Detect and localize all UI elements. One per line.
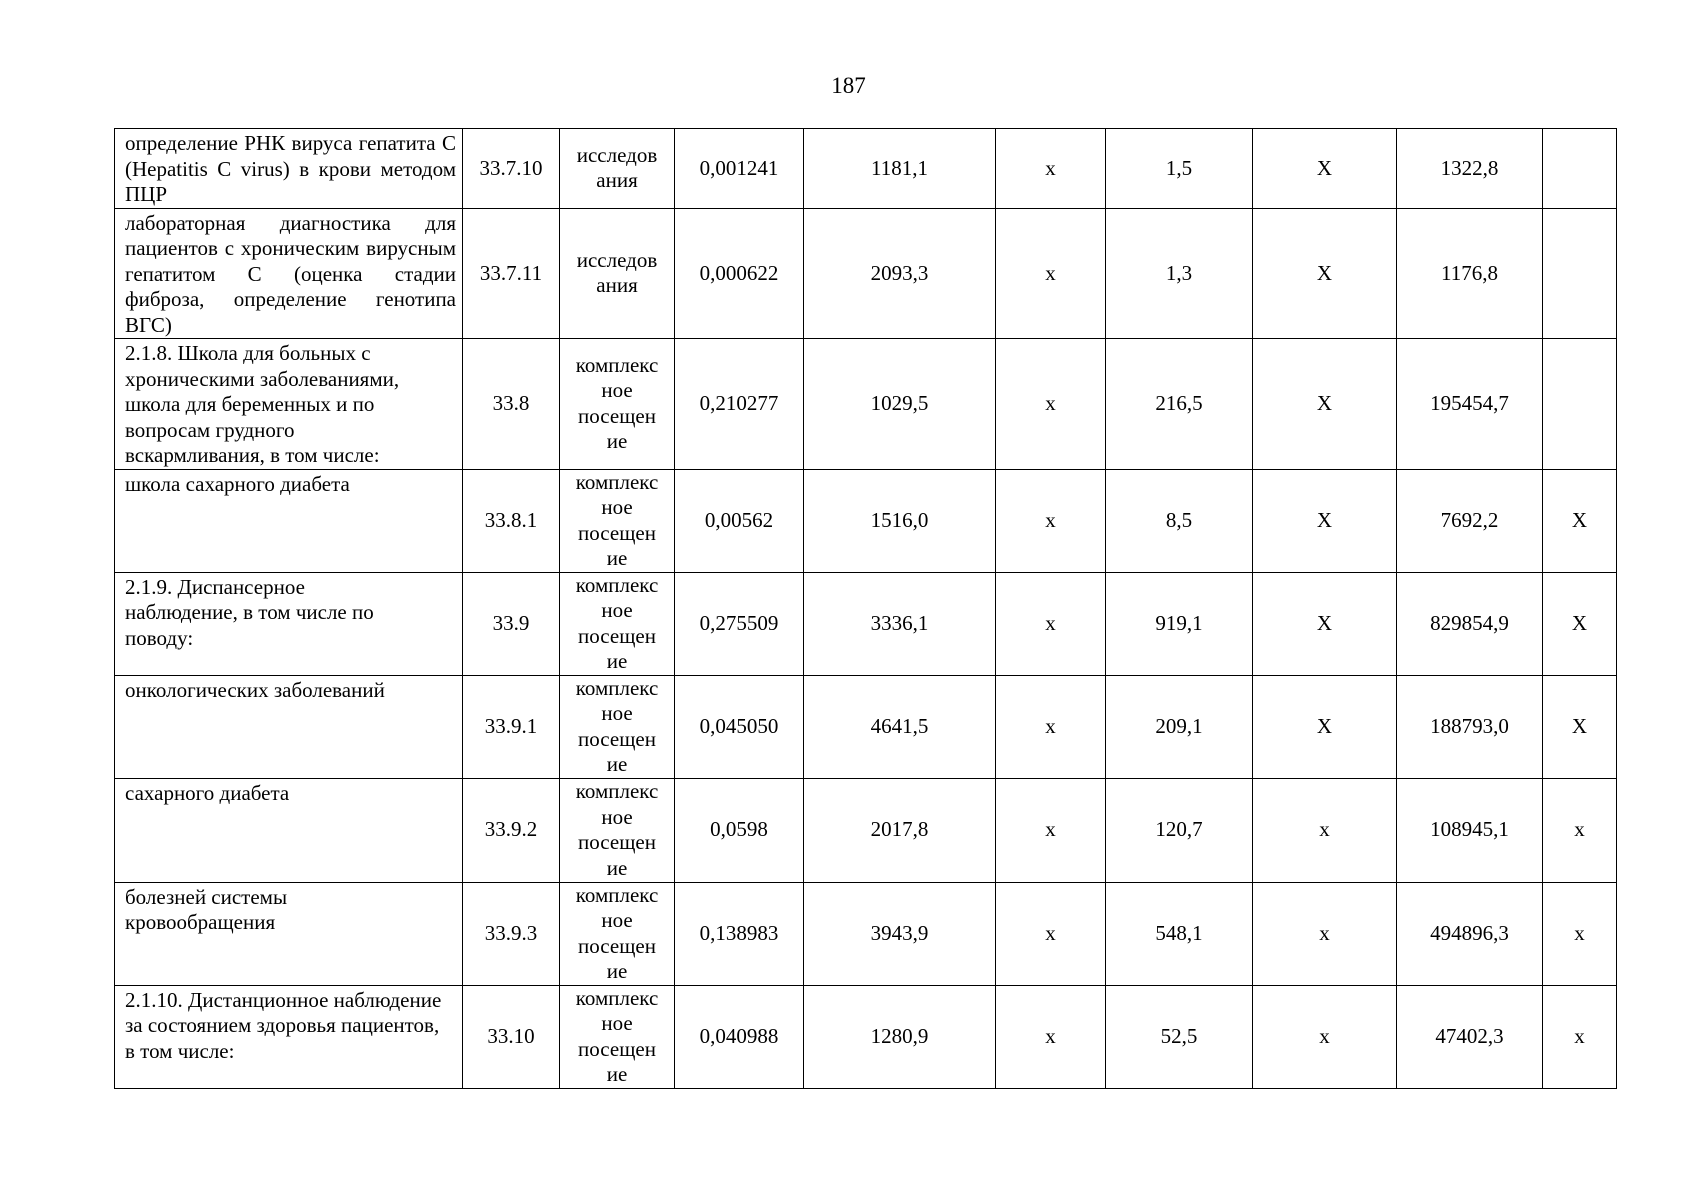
column-6-cell: х bbox=[996, 882, 1106, 985]
unit-of-measure-cell: комплекс ное посещен ие bbox=[560, 985, 675, 1088]
per-capita-cell: 1,5 bbox=[1106, 129, 1253, 209]
column-6-cell: х bbox=[996, 129, 1106, 209]
volume-norm-cell: 0,001241 bbox=[675, 129, 804, 209]
row-code-cell: 33.10 bbox=[463, 985, 560, 1088]
cost-norm-cell: 1029,5 bbox=[804, 339, 996, 470]
column-8-cell: Х bbox=[1253, 339, 1397, 470]
volume-norm-cell: 0,138983 bbox=[675, 882, 804, 985]
cost-norm-cell: 3336,1 bbox=[804, 572, 996, 675]
unit-of-measure-cell: исследов ания bbox=[560, 129, 675, 209]
volume-norm-cell: 0,275509 bbox=[675, 572, 804, 675]
cost-norm-cell: 1280,9 bbox=[804, 985, 996, 1088]
table-row bbox=[115, 985, 1617, 1088]
column-6-cell: х bbox=[996, 675, 1106, 778]
unit-of-measure-cell: комплекс ное посещен ие bbox=[560, 778, 675, 882]
table-row bbox=[115, 675, 1617, 778]
service-name-cell: сахарного диабета bbox=[115, 778, 463, 882]
cost-norm-cell: 4641,5 bbox=[804, 675, 996, 778]
table-row bbox=[115, 778, 1617, 882]
medical-services-table bbox=[114, 128, 1617, 1089]
column-10-cell bbox=[1543, 339, 1617, 470]
row-code-cell: 33.9.1 bbox=[463, 675, 560, 778]
volume-norm-cell: 0,00562 bbox=[675, 469, 804, 572]
per-capita-cell: 52,5 bbox=[1106, 985, 1253, 1088]
column-8-cell: х bbox=[1253, 778, 1397, 882]
table-row bbox=[115, 469, 1617, 572]
column-6-cell: х bbox=[996, 778, 1106, 882]
table-row bbox=[115, 572, 1617, 675]
unit-of-measure-cell: комплекс ное посещен ие bbox=[560, 675, 675, 778]
column-10-cell: Х bbox=[1543, 469, 1617, 572]
column-8-cell: Х bbox=[1253, 675, 1397, 778]
total-cost-cell: 47402,3 bbox=[1397, 985, 1543, 1088]
cost-norm-cell: 2093,3 bbox=[804, 208, 996, 339]
row-code-cell: 33.9 bbox=[463, 572, 560, 675]
total-cost-cell: 494896,3 bbox=[1397, 882, 1543, 985]
per-capita-cell: 1,3 bbox=[1106, 208, 1253, 339]
column-8-cell: Х bbox=[1253, 469, 1397, 572]
volume-norm-cell: 0,045050 bbox=[675, 675, 804, 778]
unit-of-measure-cell: комплекс ное посещен ие bbox=[560, 339, 675, 470]
unit-of-measure-cell: комплекс ное посещен ие bbox=[560, 572, 675, 675]
service-name-cell: 2.1.10. Дистанционное наблюдение за состоянием здоровья пациентов, в том числе: bbox=[115, 985, 463, 1088]
total-cost-cell: 829854,9 bbox=[1397, 572, 1543, 675]
column-6-cell: х bbox=[996, 208, 1106, 339]
service-name-cell: определение РНК вируса гепатита С (Hepatitis C virus) в крови методом ПЦР bbox=[115, 129, 463, 209]
table-body bbox=[115, 129, 1617, 1089]
column-10-cell bbox=[1543, 208, 1617, 339]
volume-norm-cell: 0,210277 bbox=[675, 339, 804, 470]
row-code-cell: 33.7.11 bbox=[463, 208, 560, 339]
service-name-cell: онкологических заболеваний bbox=[115, 675, 463, 778]
service-name-cell: школа сахарного диабета bbox=[115, 469, 463, 572]
row-code-cell: 33.8.1 bbox=[463, 469, 560, 572]
column-8-cell: х bbox=[1253, 882, 1397, 985]
unit-of-measure-cell: комплекс ное посещен ие bbox=[560, 882, 675, 985]
cost-norm-cell: 2017,8 bbox=[804, 778, 996, 882]
row-code-cell: 33.8 bbox=[463, 339, 560, 470]
per-capita-cell: 548,1 bbox=[1106, 882, 1253, 985]
volume-norm-cell: 0,040988 bbox=[675, 985, 804, 1088]
volume-norm-cell: 0,000622 bbox=[675, 208, 804, 339]
service-name-cell: лабораторная диагностика для пациентов с хроническим вирусным гепатитом С (оценка стадии фиброза, определение генотипа ВГС) bbox=[115, 208, 463, 339]
total-cost-cell: 195454,7 bbox=[1397, 339, 1543, 470]
volume-norm-cell: 0,0598 bbox=[675, 778, 804, 882]
row-code-cell: 33.9.2 bbox=[463, 778, 560, 882]
column-10-cell: х bbox=[1543, 778, 1617, 882]
cost-norm-cell: 1516,0 bbox=[804, 469, 996, 572]
row-code-cell: 33.9.3 bbox=[463, 882, 560, 985]
total-cost-cell: 1176,8 bbox=[1397, 208, 1543, 339]
column-10-cell: Х bbox=[1543, 675, 1617, 778]
column-10-cell bbox=[1543, 129, 1617, 209]
table-row bbox=[115, 129, 1617, 209]
service-name-cell: 2.1.9. Диспансерное наблюдение, в том числе по поводу: bbox=[115, 572, 463, 675]
column-8-cell: х bbox=[1253, 985, 1397, 1088]
per-capita-cell: 209,1 bbox=[1106, 675, 1253, 778]
column-10-cell: х bbox=[1543, 985, 1617, 1088]
column-6-cell: х bbox=[996, 339, 1106, 470]
column-6-cell: х bbox=[996, 985, 1106, 1088]
cost-norm-cell: 1181,1 bbox=[804, 129, 996, 209]
unit-of-measure-cell: комплекс ное посещен ие bbox=[560, 469, 675, 572]
row-code-cell: 33.7.10 bbox=[463, 129, 560, 209]
table-row bbox=[115, 882, 1617, 985]
page-number: 187 bbox=[831, 73, 866, 98]
total-cost-cell: 1322,8 bbox=[1397, 129, 1543, 209]
column-10-cell: х bbox=[1543, 882, 1617, 985]
total-cost-cell: 108945,1 bbox=[1397, 778, 1543, 882]
per-capita-cell: 216,5 bbox=[1106, 339, 1253, 470]
per-capita-cell: 919,1 bbox=[1106, 572, 1253, 675]
column-8-cell: Х bbox=[1253, 129, 1397, 209]
per-capita-cell: 8,5 bbox=[1106, 469, 1253, 572]
total-cost-cell: 188793,0 bbox=[1397, 675, 1543, 778]
column-6-cell: х bbox=[996, 572, 1106, 675]
column-10-cell: Х bbox=[1543, 572, 1617, 675]
column-8-cell: Х bbox=[1253, 208, 1397, 339]
service-name-cell: болезней системы кровообращения bbox=[115, 882, 463, 985]
column-6-cell: х bbox=[996, 469, 1106, 572]
service-name-cell: 2.1.8. Школа для больных с хроническими заболеваниями, школа для беременных и по вопросам грудного вскармливания, в том числе: bbox=[115, 339, 463, 470]
column-8-cell: Х bbox=[1253, 572, 1397, 675]
cost-norm-cell: 3943,9 bbox=[804, 882, 996, 985]
table-row bbox=[115, 339, 1617, 470]
unit-of-measure-cell: исследов ания bbox=[560, 208, 675, 339]
per-capita-cell: 120,7 bbox=[1106, 778, 1253, 882]
table-row bbox=[115, 208, 1617, 339]
total-cost-cell: 7692,2 bbox=[1397, 469, 1543, 572]
